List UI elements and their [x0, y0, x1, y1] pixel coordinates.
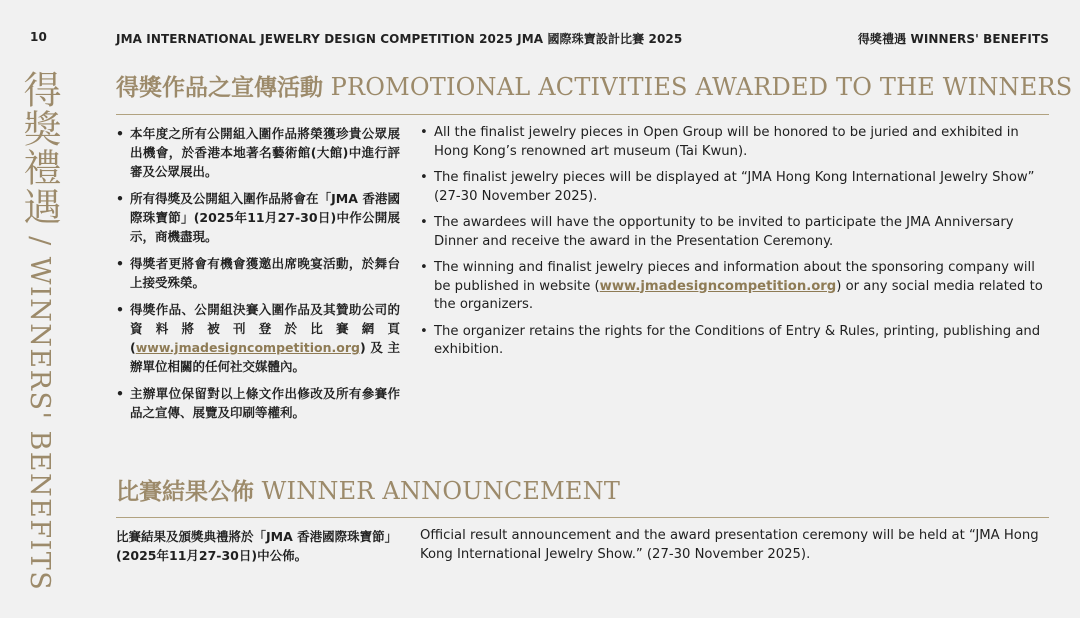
- side-title-en: / WINNERS' BENEFITS: [24, 226, 55, 592]
- list-item: • 本年度之所有公開組入圍作品將榮獲珍貴公眾展出機會，於香港本地著名藝術館(大館)中進行評審及公眾展出。: [116, 124, 400, 181]
- promo-heading: [116, 72, 1072, 103]
- list-item: • The finalist jewelry pieces will be displayed at “JMA Hong Kong International Jewelry Show” (27-30 November 2025).: [420, 169, 1050, 206]
- list-item-text: )及主辦單位相關的任何社交媒體內。: [130, 340, 400, 374]
- list-item: [116, 300, 400, 376]
- running-section-title: 得獎禮遇 WINNERS' BENEFITS: [857, 32, 1049, 46]
- list-item: • The awardees will have the opportunity to be invited to participate the JMA Anniversary Dinner and receive the award in the Presentation Ceremony.: [420, 214, 1050, 251]
- side-title: [17, 70, 61, 592]
- list-item: • 主辦單位保留對以上條文作出修改及所有參賽作品之宣傳、展覽及印刷等權利。: [116, 384, 400, 422]
- announcement-text-zh: 比賽結果及頒獎典禮將於「JMA 香港國際珠寶節」(2025年11月27-30日)中公佈。: [116, 529, 398, 563]
- list-item-text: The winning and finalist jewelry pieces and information about the sponsoring company will be published in website (: [434, 260, 1035, 294]
- announcement-text-en: Official result announcement and the award presentation ceremony will be held at “JMA Hong Kong International Jewelry Show.” (27-30 November 2025).: [420, 528, 1039, 562]
- promo-heading-cjk: 得獎作品之宣傳活動: [116, 74, 323, 101]
- announcement-heading-cjk: 比賽結果公佈: [116, 478, 254, 505]
- promo-list-en: [420, 124, 1050, 368]
- list-item: • 得獎者更將會有機會獲邀出席晚宴活動，於舞台上接受殊榮。: [116, 254, 400, 292]
- list-item-text: 得獎作品、公開組決賽入圍作品及其贊助公司的資料將被刊登於比賽網頁(: [130, 302, 400, 355]
- side-title-cjk: 得獎禮遇: [17, 70, 61, 226]
- list-item: • 所有得獎及公開組入圍作品將會在「JMA 香港國際珠寶節」(2025年11月27-30日)中作公開展示，商機盡現。: [116, 189, 400, 246]
- list-item: • The organizer retains the rights for the Conditions of Entry & Rules, printing, publishing and exhibition.: [420, 323, 1050, 360]
- page-number: 10: [30, 30, 47, 44]
- list-item-text: ) or any social media related to the organizers.: [434, 278, 1043, 312]
- promo-rule: [116, 114, 1049, 115]
- list-item: [420, 259, 1050, 315]
- announcement-heading: [116, 476, 620, 507]
- running-title: JMA INTERNATIONAL JEWELRY DESIGN COMPETITION 2025 JMA 國際珠寶設計比賽 2025: [116, 32, 683, 46]
- website-link[interactable]: www.jmadesigncompetition.org: [599, 278, 837, 294]
- list-item: • All the finalist jewelry pieces in Open Group will be honored to be juried and exhibited in Hong Kong’s renowned art museum (Tai Kwun).: [420, 124, 1050, 161]
- promo-list-zh: [116, 124, 400, 430]
- website-link[interactable]: www.jmadesigncompetition.org: [135, 340, 360, 355]
- announcement-rule: [116, 517, 1049, 518]
- promo-heading-en: PROMOTIONAL ACTIVITIES AWARDED TO THE WINNERS: [330, 73, 1073, 101]
- announcement-heading-en: WINNER ANNOUNCEMENT: [261, 477, 621, 505]
